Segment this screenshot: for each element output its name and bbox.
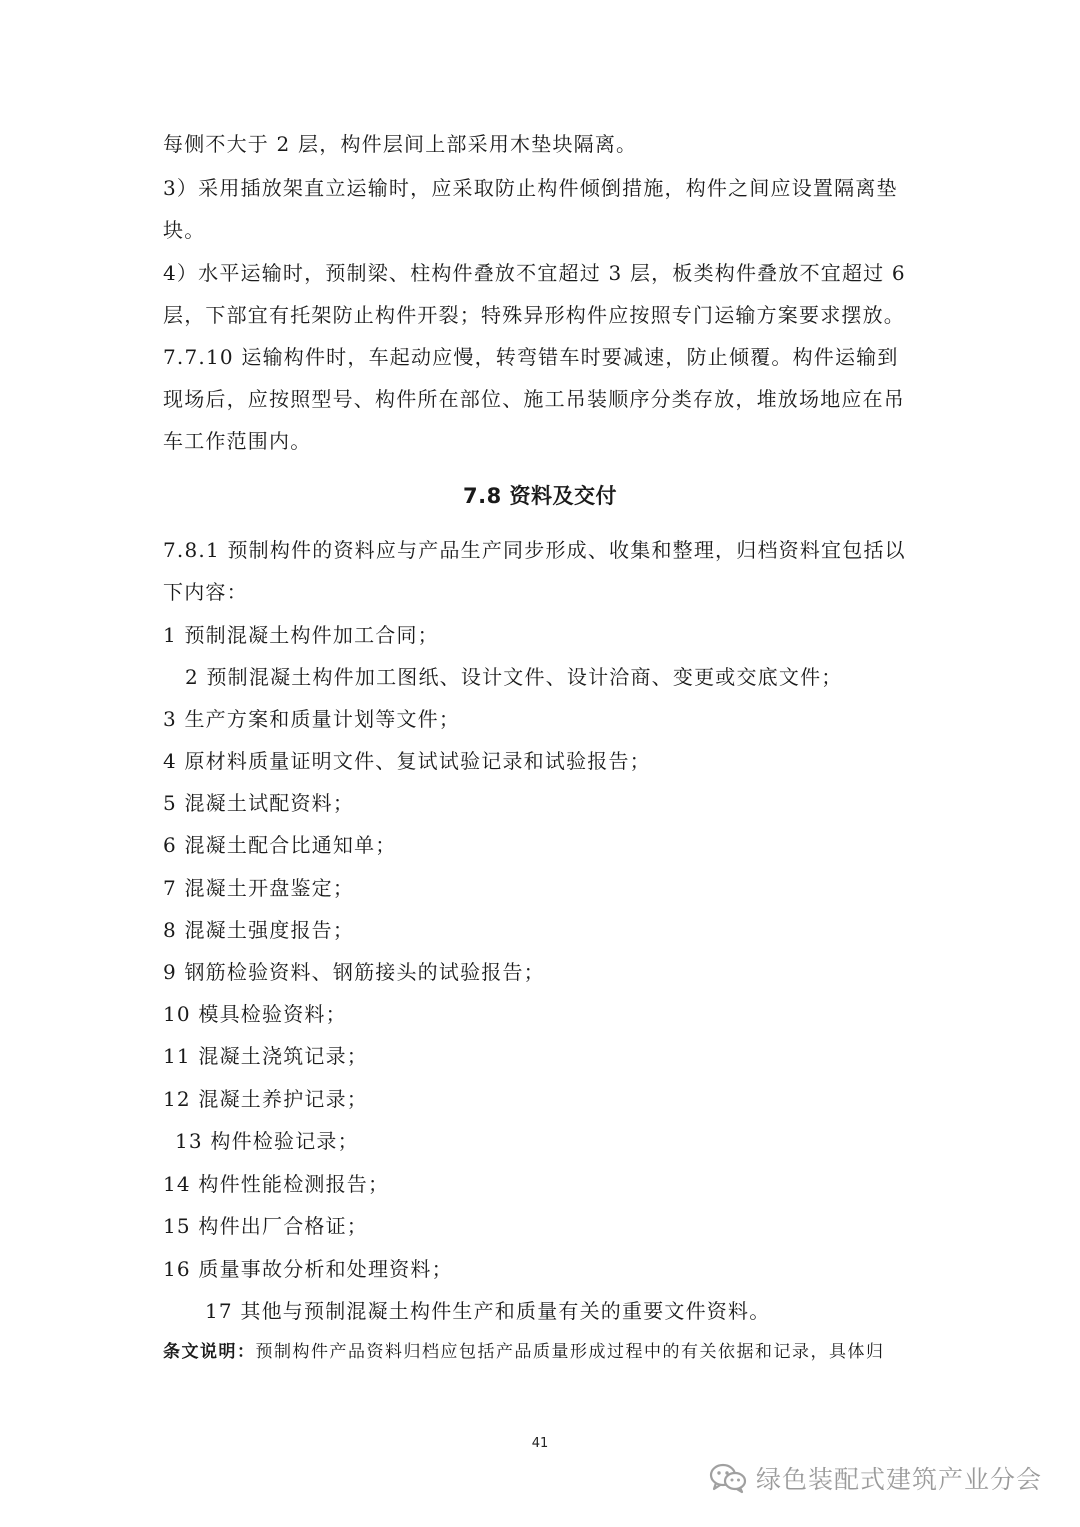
watermark — [708, 1460, 1042, 1496]
list-item: 11 混凝土浇筑记录； — [163, 1044, 369, 1068]
paragraph-line: 层，下部宜有托架防止构件开裂；特殊异形构件应按照专门运输方案要求摆放。 — [163, 303, 905, 327]
paragraph-line: 车工作范围内。 — [163, 429, 312, 453]
list-item: 9 钢筋检验资料、钢筋接头的试验报告； — [163, 960, 545, 984]
paragraph-line: 每侧不大于 2 层，构件层间上部采用木垫块隔离。 — [163, 132, 638, 156]
list-item: 13 构件检验记录； — [175, 1129, 359, 1153]
clause-note — [163, 1339, 923, 1365]
list-item: 7 混凝土开盘鉴定； — [163, 876, 355, 900]
list-item: 16 质量事故分析和处理资料； — [163, 1257, 453, 1281]
page-number: 41 — [531, 1436, 549, 1451]
paragraph-line: 3）采用插放架直立运输时，应采取防止构件倾倒措施，构件之间应设置隔离垫 — [163, 176, 898, 200]
list-item: 3 生产方案和质量计划等文件； — [163, 707, 461, 731]
list-item: 5 混凝土试配资料； — [163, 791, 355, 815]
list-item: 17 其他与预制混凝土构件生产和质量有关的重要文件资料。 — [205, 1299, 771, 1323]
list-item: 8 混凝土强度报告； — [163, 918, 355, 942]
paragraph-line: 4）水平运输时，预制梁、柱构件叠放不宜超过 3 层，板类构件叠放不宜超过 6 — [163, 261, 906, 285]
note-label: 条文说明： — [163, 1342, 256, 1362]
paragraph-line: 块。 — [163, 218, 206, 242]
clause-line: 下内容： — [163, 580, 248, 604]
paragraph-line: 7.7.10 运输构件时，车起动应慢，转弯错车时要减速，防止倾覆。构件运输到 — [163, 345, 899, 369]
note-text: 预制构件产品资料归档应包括产品质量形成过程中的有关依据和记录，具体归 — [255, 1342, 885, 1362]
clause-line: 7.8.1 预制构件的资料应与产品生产同步形成、收集和整理，归档资料宜包括以 — [163, 538, 906, 562]
list-item: 2 预制混凝土构件加工图纸、设计文件、设计洽商、变更或交底文件； — [185, 665, 843, 689]
wechat-icon — [708, 1462, 748, 1494]
list-item: 10 模具检验资料； — [163, 1002, 347, 1026]
paragraph-line: 现场后，应按照型号、构件所在部位、施工吊装顺序分类存放，堆放场地应在吊 — [163, 387, 905, 411]
watermark-text: 绿色装配式建筑产业分会 — [756, 1465, 1043, 1494]
list-item: 15 构件出厂合格证； — [163, 1214, 369, 1238]
list-item: 12 混凝土养护记录； — [163, 1087, 369, 1111]
list-item: 1 预制混凝土构件加工合同； — [163, 623, 439, 647]
list-item: 14 构件性能检测报告； — [163, 1172, 390, 1196]
list-item: 6 混凝土配合比通知单； — [163, 833, 397, 857]
list-item: 4 原材料质量证明文件、复试试验记录和试验报告； — [163, 749, 651, 773]
section-heading: 7.8 资料及交付 — [462, 484, 617, 508]
